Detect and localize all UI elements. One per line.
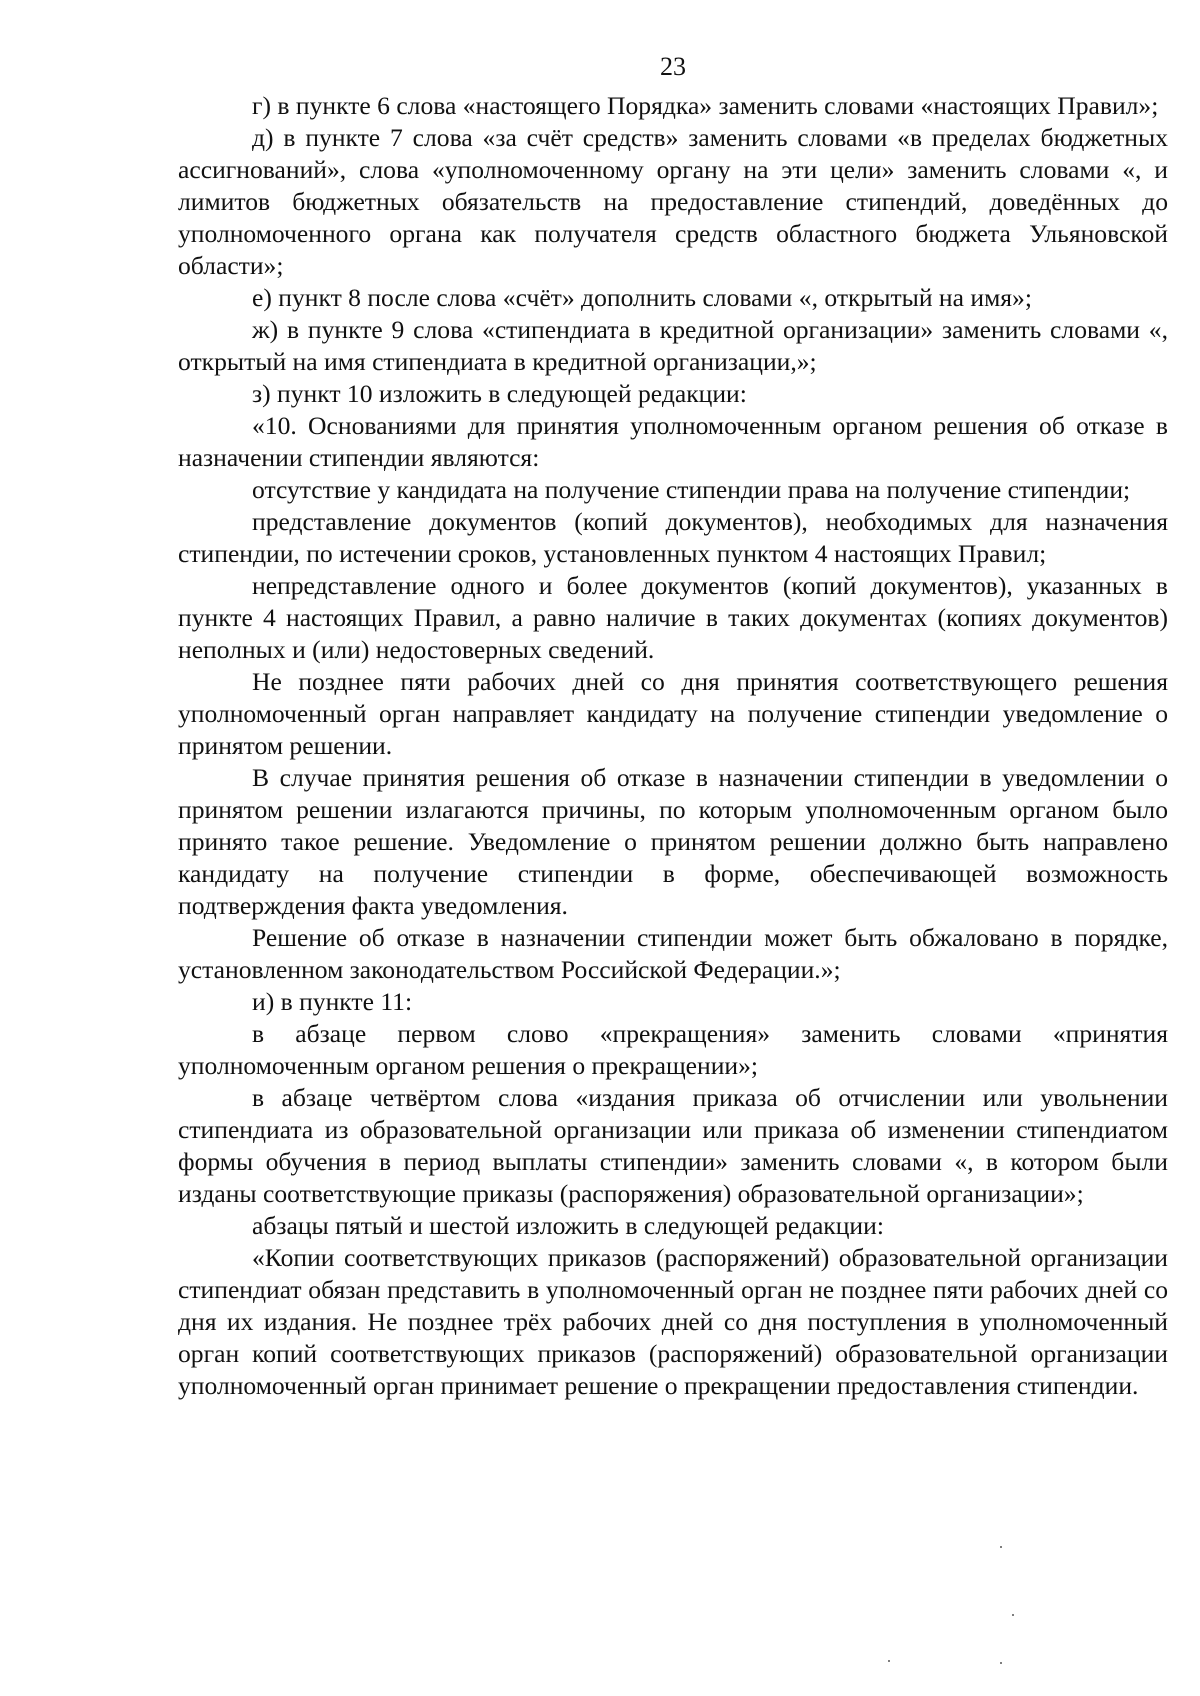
paragraph-zh: ж) в пункте 9 слова «стипендиата в кредитной организации» заменить словами «, открытый на имя стипендиата в кредитной организации,»; [178,315,1168,376]
paragraph-g: г) в пункте 6 слова «настоящего Порядка» заменить словами «настоящих Правил»; [252,91,1159,120]
paragraph-e: е) пункт 8 после слова «счёт» дополнить словами «, открытый на имя»; [252,283,1032,312]
paragraph-copies: «Копии соответствующих приказов (распоряжений) образовательной организации стипендиат обязан представить в уполномоченный орган не позднее пяти рабочих дней со дня их издания. Не позднее трёх рабочих дней со дня поступления в уполномоченный орган копий соответствующих приказов (распоряжений) образовательной организации уполномоченный орган принимает решение о прекращении предоставления стипендии. [178,1243,1168,1400]
scan-speck [1000,1662,1002,1664]
scan-speck [1000,1546,1002,1548]
paragraph-z: з) пункт 10 изложить в следующей редакции: [252,379,747,408]
paragraph-d: д) в пункте 7 слова «за счёт средств» заменить словами «в пределах бюджетных ассигнований», слова «уполномоченному органу на эти цели» заменить словами «, и лимитов бюджетных обязательств на предоставление стипендий, доведённых до уполномоченного органа как получателя средств областного бюджета Ульяновской области»; [178,123,1168,280]
scan-speck [1012,1614,1014,1616]
paragraph-appeal: Решение об отказе в назначении стипендии может быть обжаловано в порядке, установленном законодательством Российской Федерации.»; [178,923,1168,984]
paragraph-point-10: «10. Основаниями для принятия уполномоченным органом решения об отказе в назначении стипендии являются: [178,411,1168,472]
paragraph-fourth-abzac: в абзаце четвёртом слова «издания приказа об отчислении или увольнении стипендиата из образовательной организации или приказа об изменении стипендиатом формы обучения в период выплаты стипендии» заменить словами «, в котором были изданы соответствующие приказы (распоряжения) образовательной организации»; [178,1083,1168,1208]
paragraph-refusal-reasons: В случае принятия решения об отказе в назначении стипендии в уведомлении о принятом решении излагаются причины, по которым уполномоченным органом было принято такое решение. Уведомление о принятом решении должно быть направлено кандидату на получение стипендии в форме, обеспечивающей возможность подтверждения факта уведомления. [178,763,1168,920]
scan-speck [888,1660,890,1662]
paragraph-fifth-sixth-abzac: абзацы пятый и шестой изложить в следующей редакции: [252,1211,884,1240]
paragraph-ground-3: непредставление одного и более документов (копий документов), указанных в пункте 4 настоящих Правил, а равно наличие в таких документах (копиях документов) неполных и (или) недостоверных сведений. [178,571,1168,664]
paragraph-first-abzac: в абзаце первом слово «прекращения» заменить словами «принятия уполномоченным органом решения о прекращении»; [178,1019,1168,1080]
paragraph-ground-2: представление документов (копий документов), необходимых для назначения стипендии, по истечении сроков, установленных пунктом 4 настоящих Правил; [178,507,1168,568]
document-page [178,52,1168,1402]
paragraph-i: и) в пункте 11: [252,987,413,1016]
paragraph-notice-deadline: Не позднее пяти рабочих дней со дня принятия соответствующего решения уполномоченный орган направляет кандидату на получение стипендии уведомление о принятом решении. [178,667,1168,760]
paragraph-ground-1: отсутствие у кандидата на получение стипендии права на получение стипендии; [252,475,1131,504]
page-number: 23 [660,52,686,81]
